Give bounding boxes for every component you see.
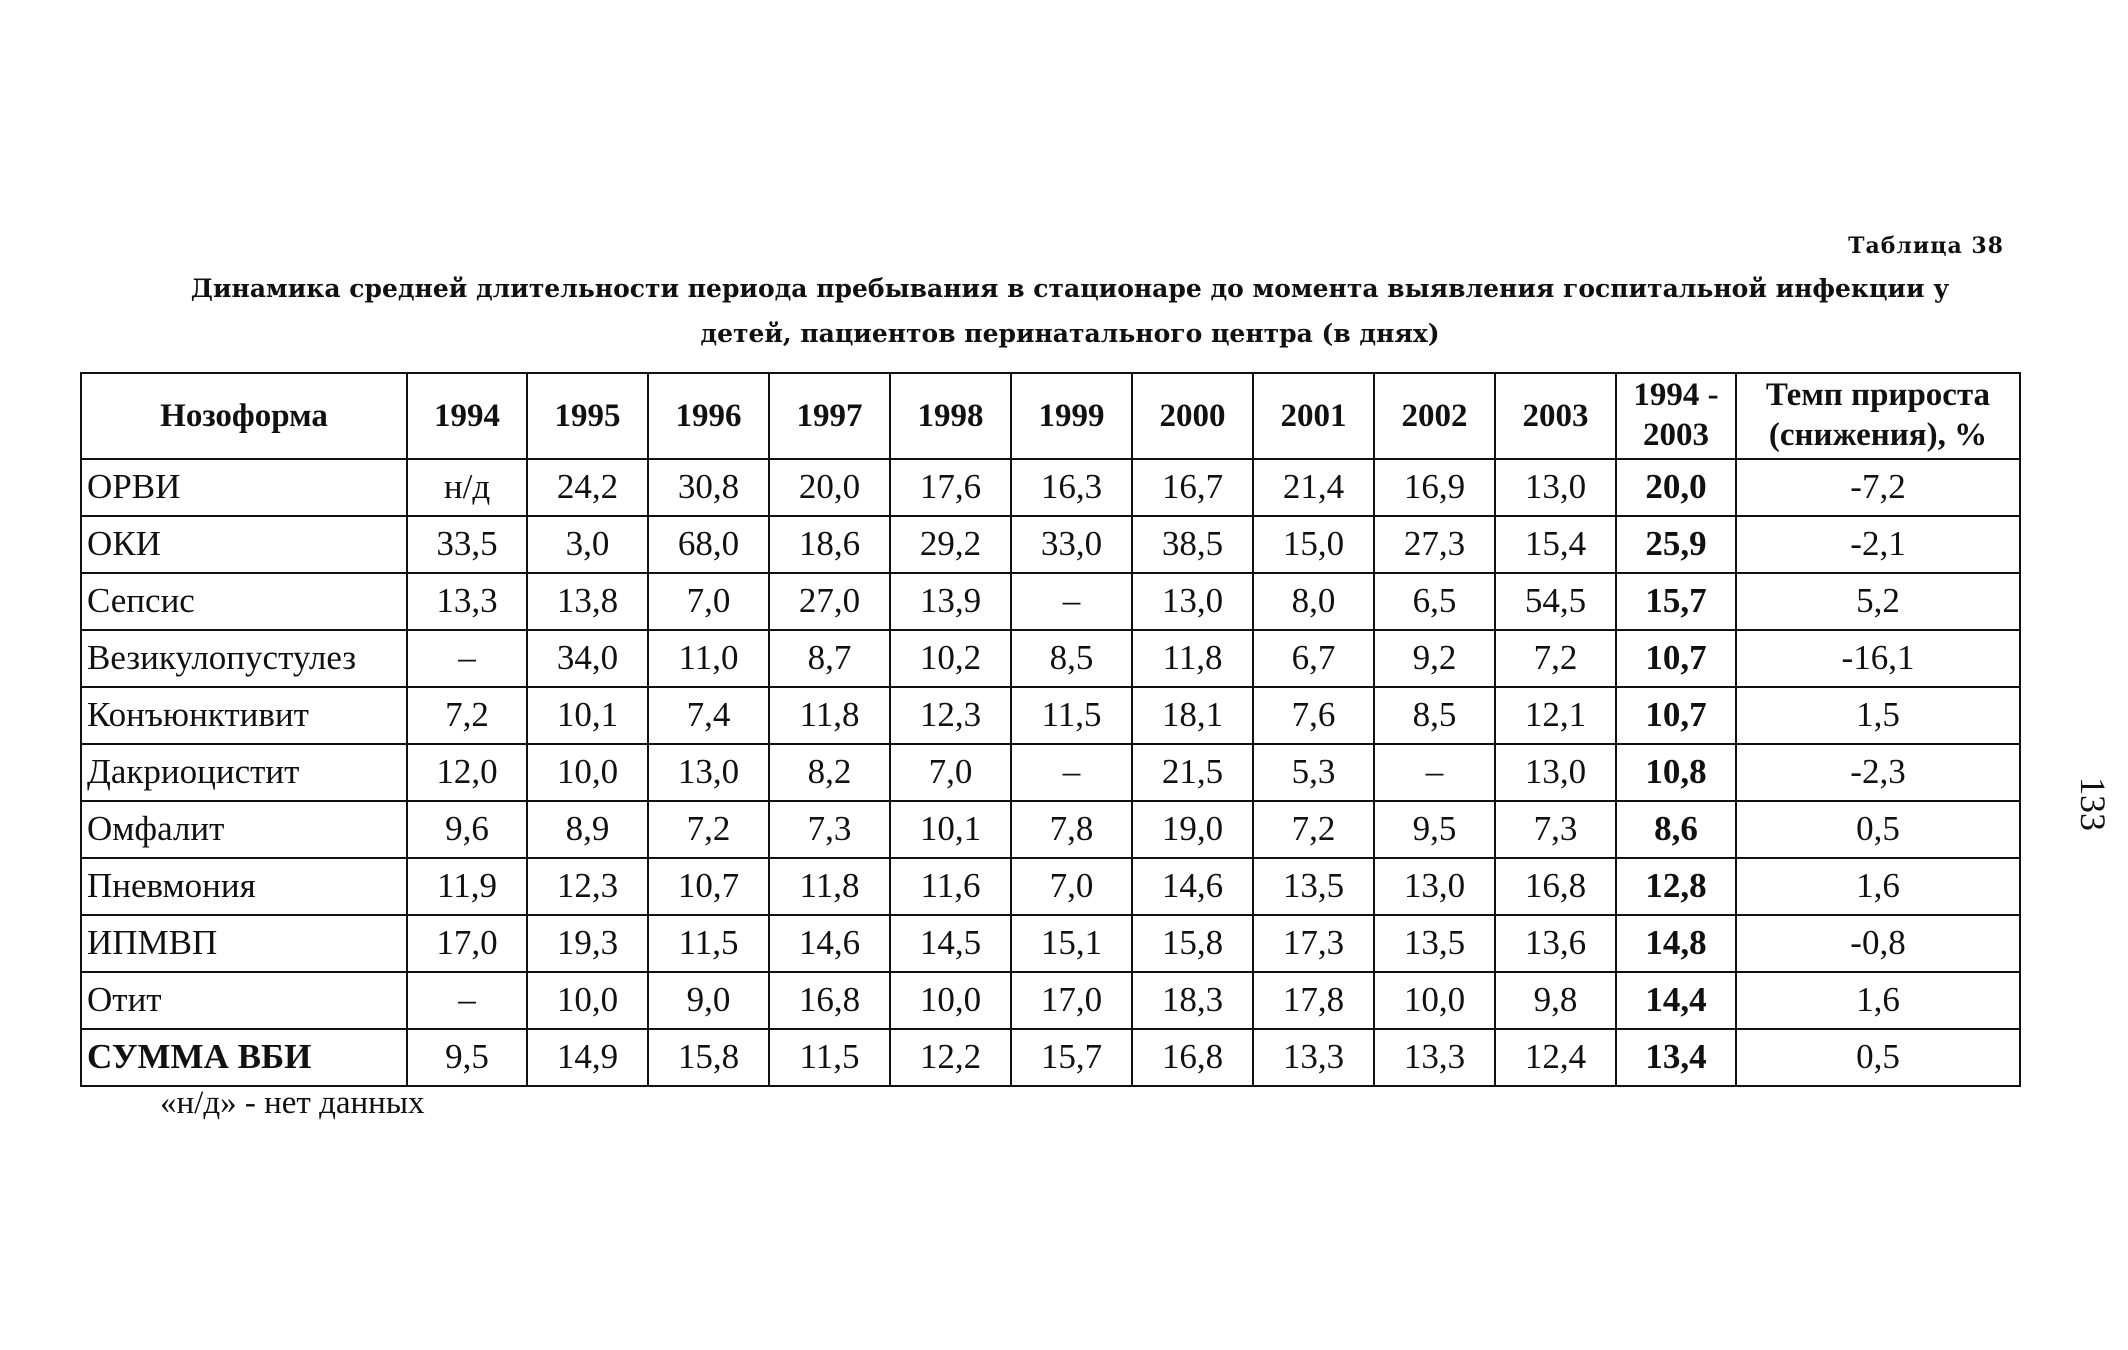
value-cell: 11,8 [1132,630,1253,687]
value-cell: 21,4 [1253,459,1374,516]
value-cell: 7,4 [648,687,769,744]
value-cell: 24,2 [527,459,648,516]
value-cell: 11,9 [407,858,527,915]
value-cell: 15,8 [648,1029,769,1086]
header-rate-line-1: Темп прироста [1765,377,1991,414]
value-cell: 10,0 [527,744,648,801]
value-cell: 14,6 [769,915,890,972]
period-value-cell: 10,8 [1616,744,1736,801]
value-cell: 27,0 [769,573,890,630]
period-value-cell: 13,4 [1616,1029,1736,1086]
period-value-cell: 12,8 [1616,858,1736,915]
value-cell: 17,3 [1253,915,1374,972]
rate-value-cell: 0,5 [1736,801,2020,858]
value-cell: 8,2 [769,744,890,801]
header-year: 2001 [1253,373,1374,459]
value-cell: 11,5 [1011,687,1132,744]
page-number: 133 [2073,777,2113,831]
header-rate [1736,373,2020,459]
value-cell: 7,2 [1253,801,1374,858]
value-cell: 6,5 [1374,573,1495,630]
value-cell: 7,2 [648,801,769,858]
row-name-cell: Пневмония [81,858,407,915]
value-cell: 17,8 [1253,972,1374,1029]
period-value-cell: 14,8 [1616,915,1736,972]
header-year: 2000 [1132,373,1253,459]
table-row [81,687,2020,744]
value-cell: н/д [407,459,527,516]
value-cell: 12,4 [1495,1029,1616,1086]
value-cell: 16,9 [1374,459,1495,516]
period-value-cell: 8,6 [1616,801,1736,858]
value-cell: 16,7 [1132,459,1253,516]
row-name-cell: Дакриоцистит [81,744,407,801]
value-cell: 15,7 [1011,1029,1132,1086]
value-cell: 8,5 [1374,687,1495,744]
value-cell: 9,2 [1374,630,1495,687]
value-cell: 33,0 [1011,516,1132,573]
value-cell: – [1011,744,1132,801]
header-year: 2003 [1495,373,1616,459]
header-year: 1995 [527,373,648,459]
table-caption-line-2: детей, пациентов перинатального центра (в днях) [700,319,1440,348]
value-cell: 18,6 [769,516,890,573]
value-cell: 13,6 [1495,915,1616,972]
value-cell: 15,8 [1132,915,1253,972]
row-name-cell: Отит [81,972,407,1029]
value-cell: 7,0 [1011,858,1132,915]
value-cell: 13,5 [1253,858,1374,915]
period-value-cell: 15,7 [1616,573,1736,630]
header-year: 1998 [890,373,1011,459]
value-cell: 7,3 [1495,801,1616,858]
table-row [81,516,2020,573]
value-cell: 10,0 [527,972,648,1029]
value-cell: 11,0 [648,630,769,687]
value-cell: 14,6 [1132,858,1253,915]
period-value-cell: 14,4 [1616,972,1736,1029]
header-year: 1994 [407,373,527,459]
value-cell: 11,6 [890,858,1011,915]
value-cell: 10,0 [1374,972,1495,1029]
rate-value-cell: 1,5 [1736,687,2020,744]
table-number-label: Таблица 38 [1848,233,2004,259]
header-year: 1999 [1011,373,1132,459]
value-cell: 10,7 [648,858,769,915]
header-rate-line-2: (снижения), % [1768,417,1988,453]
table-row [81,744,2020,801]
row-name-cell: ОКИ [81,516,407,573]
value-cell: 14,9 [527,1029,648,1086]
value-cell: 16,8 [1495,858,1616,915]
period-value-cell: 10,7 [1616,630,1736,687]
value-cell: 12,2 [890,1029,1011,1086]
value-cell: 7,0 [648,573,769,630]
header-year: 2002 [1374,373,1495,459]
value-cell: 54,5 [1495,573,1616,630]
value-cell: 12,3 [890,687,1011,744]
rate-value-cell: -2,1 [1736,516,2020,573]
header-period [1616,373,1736,459]
rate-value-cell: 0,5 [1736,1029,2020,1086]
value-cell: 15,0 [1253,516,1374,573]
value-cell: 68,0 [648,516,769,573]
table-row [81,1029,2020,1086]
value-cell: – [1011,573,1132,630]
rate-value-cell: 1,6 [1736,858,2020,915]
value-cell: – [407,630,527,687]
data-table [80,372,2021,1087]
header-year: 1996 [648,373,769,459]
table-row [81,801,2020,858]
value-cell: 13,0 [1495,744,1616,801]
value-cell: 17,6 [890,459,1011,516]
value-cell: 13,3 [407,573,527,630]
value-cell: 12,1 [1495,687,1616,744]
value-cell: 20,0 [769,459,890,516]
row-name-cell: Конъюнктивит [81,687,407,744]
value-cell: 11,5 [648,915,769,972]
table-row [81,972,2020,1029]
footnote: «н/д» - нет данных [160,1085,425,1121]
value-cell: 21,5 [1132,744,1253,801]
value-cell: – [1374,744,1495,801]
value-cell: 11,8 [769,687,890,744]
value-cell: 8,7 [769,630,890,687]
value-cell: 13,9 [890,573,1011,630]
value-cell: 10,1 [527,687,648,744]
value-cell: 27,3 [1374,516,1495,573]
rate-value-cell: -2,3 [1736,744,2020,801]
value-cell: 13,3 [1374,1029,1495,1086]
value-cell: 13,3 [1253,1029,1374,1086]
period-value-cell: 20,0 [1616,459,1736,516]
table-row [81,459,2020,516]
rate-value-cell: 1,6 [1736,972,2020,1029]
row-name-cell: Везикулопустулез [81,630,407,687]
value-cell: 9,6 [407,801,527,858]
rate-value-cell: -7,2 [1736,459,2020,516]
header-period-line-1: 1994 - [1633,377,1719,414]
value-cell: 29,2 [890,516,1011,573]
value-cell: 30,8 [648,459,769,516]
value-cell: 13,0 [1132,573,1253,630]
value-cell: 13,8 [527,573,648,630]
header-name: Нозоформа [81,373,407,459]
row-name-cell: Сепсис [81,573,407,630]
value-cell: 8,9 [527,801,648,858]
value-cell: 13,0 [648,744,769,801]
table-caption-line-1: Динамика средней длительности периода пребывания в стационаре до момента выявления госпитальной инфекции у [190,274,1950,303]
value-cell: 13,0 [1495,459,1616,516]
value-cell: 9,8 [1495,972,1616,1029]
value-cell: 7,3 [769,801,890,858]
table-row [81,858,2020,915]
value-cell: 9,5 [1374,801,1495,858]
rate-value-cell: -0,8 [1736,915,2020,972]
value-cell: 7,0 [890,744,1011,801]
value-cell: 10,0 [890,972,1011,1029]
value-cell: 13,0 [1374,858,1495,915]
value-cell: 15,4 [1495,516,1616,573]
row-name-cell: Омфалит [81,801,407,858]
row-name-cell: ИПМВП [81,915,407,972]
value-cell: 7,2 [1495,630,1616,687]
value-cell: 12,0 [407,744,527,801]
value-cell: – [407,972,527,1029]
value-cell: 7,8 [1011,801,1132,858]
row-name-cell: СУММА ВБИ [81,1029,407,1086]
value-cell: 10,1 [890,801,1011,858]
value-cell: 17,0 [1011,972,1132,1029]
header-period-line-2: 2003 [1643,417,1709,453]
row-name-cell: ОРВИ [81,459,407,516]
rate-value-cell: 5,2 [1736,573,2020,630]
value-cell: 19,3 [527,915,648,972]
value-cell: 13,5 [1374,915,1495,972]
value-cell: 5,3 [1253,744,1374,801]
value-cell: 10,2 [890,630,1011,687]
table-row [81,915,2020,972]
value-cell: 7,6 [1253,687,1374,744]
value-cell: 38,5 [1132,516,1253,573]
header-row [81,373,2020,459]
value-cell: 16,8 [769,972,890,1029]
header-year: 1997 [769,373,890,459]
value-cell: 11,5 [769,1029,890,1086]
value-cell: 3,0 [527,516,648,573]
value-cell: 19,0 [1132,801,1253,858]
value-cell: 17,0 [407,915,527,972]
period-value-cell: 25,9 [1616,516,1736,573]
rate-value-cell: -16,1 [1736,630,2020,687]
value-cell: 18,3 [1132,972,1253,1029]
value-cell: 11,8 [769,858,890,915]
value-cell: 15,1 [1011,915,1132,972]
value-cell: 9,0 [648,972,769,1029]
value-cell: 33,5 [407,516,527,573]
value-cell: 34,0 [527,630,648,687]
value-cell: 14,5 [890,915,1011,972]
value-cell: 16,3 [1011,459,1132,516]
value-cell: 16,8 [1132,1029,1253,1086]
table-body [81,459,2020,1086]
table-row [81,573,2020,630]
value-cell: 12,3 [527,858,648,915]
value-cell: 9,5 [407,1029,527,1086]
table-row [81,630,2020,687]
value-cell: 18,1 [1132,687,1253,744]
value-cell: 8,5 [1011,630,1132,687]
value-cell: 6,7 [1253,630,1374,687]
value-cell: 8,0 [1253,573,1374,630]
value-cell: 7,2 [407,687,527,744]
period-value-cell: 10,7 [1616,687,1736,744]
